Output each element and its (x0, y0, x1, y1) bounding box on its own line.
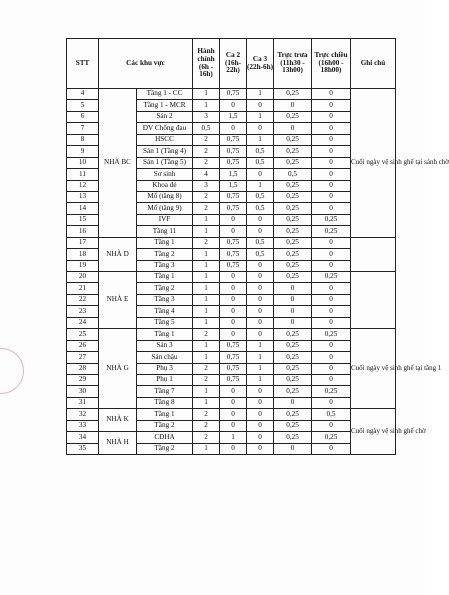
value-admin-hours: 1 (193, 260, 220, 271)
area-name: Sản chậu (137, 352, 193, 363)
value-admin-hours: 2 (193, 374, 220, 385)
table-body (67, 89, 449, 455)
table-row (67, 237, 396, 248)
value-admin-hours: 1 (193, 443, 220, 454)
value-afternoon-duty: 0 (312, 146, 351, 157)
row-number: 12 (67, 180, 99, 191)
value-shift-3: 0 (247, 283, 274, 294)
row-number: 10 (67, 157, 99, 168)
value-shift-2: 0,75 (220, 352, 247, 363)
header-note: Ghi chú (351, 39, 396, 89)
value-afternoon-duty: 0 (312, 363, 351, 374)
value-noon-duty: 0,25 (274, 146, 312, 157)
red-stamp-fragment (0, 348, 24, 394)
row-number: 30 (67, 386, 99, 397)
value-shift-3: 0 (247, 420, 274, 431)
row-number: 32 (67, 409, 99, 420)
value-afternoon-duty: 0,25 (312, 432, 351, 443)
value-noon-duty: 0,25 (274, 340, 312, 351)
value-shift-3: 1 (247, 352, 274, 363)
area-name: ĐV Chống đau (137, 123, 193, 134)
value-shift-3: 1 (247, 340, 274, 351)
value-shift-2: 1 (220, 432, 247, 443)
area-name: Tầng 1 (137, 237, 193, 248)
value-noon-duty: 0,25 (274, 352, 312, 363)
value-afternoon-duty: 0 (312, 191, 351, 202)
header-noon-duty: Trực trưa (11h30 - 13h00) (274, 39, 312, 89)
value-shift-3: 0 (247, 214, 274, 225)
value-shift-3: 0 (247, 169, 274, 180)
value-afternoon-duty: 0 (312, 374, 351, 385)
value-noon-duty: 0,25 (274, 409, 312, 420)
area-name: Tầng 2 (137, 443, 193, 454)
value-admin-hours: 1 (193, 397, 220, 408)
building-name: NHÀ E (99, 272, 137, 329)
value-admin-hours: 2 (193, 420, 220, 431)
header-row (67, 39, 396, 89)
value-admin-hours: 1 (193, 226, 220, 237)
table-row (67, 89, 396, 100)
value-admin-hours: 1 (193, 283, 220, 294)
row-number: 22 (67, 294, 99, 305)
value-afternoon-duty: 0 (312, 123, 351, 134)
value-shift-2: 0 (220, 409, 247, 420)
row-number: 4 (67, 89, 99, 100)
row-number: 6 (67, 111, 99, 122)
value-shift-3: 0 (247, 100, 274, 111)
value-shift-2: 0,75 (220, 203, 247, 214)
value-shift-3: 1 (247, 111, 274, 122)
value-admin-hours: 1 (193, 306, 220, 317)
value-noon-duty: 0,25 (274, 111, 312, 122)
value-afternoon-duty: 0 (312, 340, 351, 351)
value-shift-2: 0,75 (220, 146, 247, 157)
row-number: 28 (67, 363, 99, 374)
value-shift-2: 1,5 (220, 111, 247, 122)
value-afternoon-duty: 0,25 (312, 329, 351, 340)
value-shift-2: 0 (220, 306, 247, 317)
building-name: NHÀ D (99, 237, 137, 271)
area-name: Tầng 3 (137, 294, 193, 305)
value-noon-duty: 0,25 (274, 203, 312, 214)
area-name: IVF (137, 214, 193, 225)
value-afternoon-duty: 0 (312, 134, 351, 145)
value-noon-duty: 0,25 (274, 329, 312, 340)
value-shift-2: 0 (220, 443, 247, 454)
note-cell: Cuối ngày vệ sinh ghế chờ (351, 409, 396, 455)
value-admin-hours: 1 (193, 100, 220, 111)
value-afternoon-duty: 0,25 (312, 226, 351, 237)
value-shift-2: 0 (220, 123, 247, 134)
value-afternoon-duty: 0,25 (312, 272, 351, 283)
row-number: 34 (67, 432, 99, 443)
value-noon-duty: 0,25 (274, 226, 312, 237)
value-shift-2: 0,75 (220, 191, 247, 202)
value-shift-3: 0 (247, 432, 274, 443)
value-shift-2: 0,75 (220, 363, 247, 374)
value-shift-3: 0 (247, 409, 274, 420)
table-row (67, 329, 396, 340)
value-shift-3: 0 (247, 306, 274, 317)
row-number: 27 (67, 352, 99, 363)
area-name: Tầng 1 (137, 329, 193, 340)
value-admin-hours: 1 (193, 214, 220, 225)
value-afternoon-duty: 0 (312, 237, 351, 248)
area-name: Tầng 2 (137, 420, 193, 431)
value-noon-duty: 0 (274, 317, 312, 328)
building-name: NHÀ K (99, 409, 137, 432)
value-noon-duty: 0 (274, 306, 312, 317)
value-shift-3: 0 (247, 317, 274, 328)
area-name: Mổ (tầng 8) (137, 191, 193, 202)
value-shift-3: 0,5 (247, 157, 274, 168)
row-number: 19 (67, 260, 99, 271)
value-afternoon-duty: 0 (312, 100, 351, 111)
value-afternoon-duty: 0 (312, 260, 351, 271)
value-noon-duty: 0,25 (274, 180, 312, 191)
value-noon-duty: 0,25 (274, 214, 312, 225)
value-admin-hours: 2 (193, 157, 220, 168)
value-shift-2: 0,75 (220, 237, 247, 248)
row-number: 17 (67, 237, 99, 248)
value-noon-duty: 0,25 (274, 386, 312, 397)
area-name: Sản 3 (137, 340, 193, 351)
value-afternoon-duty: 0 (312, 169, 351, 180)
area-name: HSCC (137, 134, 193, 145)
area-name: Tầng 5 (137, 317, 193, 328)
value-afternoon-duty: 0,25 (312, 386, 351, 397)
value-shift-3: 1 (247, 374, 274, 385)
table-row (67, 272, 396, 283)
row-number: 26 (67, 340, 99, 351)
header-area: Các khu vực (99, 39, 193, 89)
area-name: Tầng 1 - CC (137, 89, 193, 100)
value-shift-3: 1 (247, 180, 274, 191)
value-shift-3: 0 (247, 272, 274, 283)
value-noon-duty: 0,25 (274, 272, 312, 283)
value-noon-duty: 0 (274, 443, 312, 454)
area-name: Tầng 2 (137, 249, 193, 260)
row-number: 7 (67, 123, 99, 134)
value-shift-2: 0 (220, 329, 247, 340)
value-noon-duty: 0,25 (274, 363, 312, 374)
area-name: Sơ sinh (137, 169, 193, 180)
value-noon-duty: 0,25 (274, 249, 312, 260)
value-admin-hours: 1 (193, 249, 220, 260)
building-name: NHÀ BC (99, 89, 137, 238)
value-afternoon-duty: 0 (312, 249, 351, 260)
row-number: 9 (67, 146, 99, 157)
value-shift-2: 0 (220, 294, 247, 305)
value-shift-3: 1 (247, 363, 274, 374)
row-number: 31 (67, 397, 99, 408)
value-admin-hours: 1 (193, 317, 220, 328)
building-name: NHÀ H (99, 432, 137, 455)
value-shift-2: 0 (220, 226, 247, 237)
value-shift-3: 0,5 (247, 146, 274, 157)
value-admin-hours: 2 (193, 432, 220, 443)
value-admin-hours: 1 (193, 294, 220, 305)
value-shift-2: 0,75 (220, 89, 247, 100)
value-noon-duty: 0,5 (274, 169, 312, 180)
row-number: 16 (67, 226, 99, 237)
area-name: Tầng 1 (137, 272, 193, 283)
value-afternoon-duty: 0 (312, 283, 351, 294)
value-noon-duty: 0,25 (274, 260, 312, 271)
value-afternoon-duty: 0 (312, 443, 351, 454)
row-number: 20 (67, 272, 99, 283)
value-shift-2: 0,75 (220, 134, 247, 145)
area-name: Khoa đẻ (137, 180, 193, 191)
area-name: Tầng 8 (137, 397, 193, 408)
value-admin-hours: 3 (193, 111, 220, 122)
area-name: CĐHA (137, 432, 193, 443)
value-afternoon-duty: 0 (312, 111, 351, 122)
value-afternoon-duty: 0 (312, 89, 351, 100)
area-name: Tầng 2 (137, 283, 193, 294)
row-number: 24 (67, 317, 99, 328)
value-afternoon-duty: 0,5 (312, 409, 351, 420)
value-noon-duty: 0 (274, 397, 312, 408)
value-admin-hours: 2 (193, 134, 220, 145)
header-admin-hours: Hành chính (6h - 16h) (193, 39, 220, 89)
note-cell: Cuối ngày vệ sinh ghế tại tầng 1 (351, 329, 396, 409)
value-admin-hours: 2 (193, 191, 220, 202)
value-afternoon-duty: 0,25 (312, 214, 351, 225)
area-name: Phụ 1 (137, 374, 193, 385)
value-admin-hours: 2 (193, 237, 220, 248)
area-name: Sản 2 (137, 111, 193, 122)
value-shift-3: 0 (247, 329, 274, 340)
value-shift-2: 0,75 (220, 260, 247, 271)
value-shift-2: 0 (220, 317, 247, 328)
value-shift-2: 0 (220, 283, 247, 294)
value-admin-hours: 3 (193, 180, 220, 191)
value-admin-hours: 1 (193, 89, 220, 100)
value-shift-2: 1,5 (220, 180, 247, 191)
value-shift-3: 0,5 (247, 249, 274, 260)
row-number: 25 (67, 329, 99, 340)
value-afternoon-duty: 0 (312, 180, 351, 191)
value-shift-3: 0 (247, 443, 274, 454)
area-name: Tầng 11 (137, 226, 193, 237)
table-row (67, 409, 396, 420)
value-shift-2: 0,75 (220, 157, 247, 168)
value-shift-2: 0 (220, 397, 247, 408)
building-name: NHÀ G (99, 329, 137, 409)
value-admin-hours: 4 (193, 169, 220, 180)
value-noon-duty: 0 (274, 294, 312, 305)
value-shift-3: 1 (247, 89, 274, 100)
row-number: 15 (67, 214, 99, 225)
row-number: 11 (67, 169, 99, 180)
value-afternoon-duty: 0 (312, 157, 351, 168)
value-admin-hours: 1 (193, 340, 220, 351)
value-admin-hours: 2 (193, 146, 220, 157)
row-number: 8 (67, 134, 99, 145)
area-name: Tầng 3 (137, 260, 193, 271)
value-admin-hours: 1 (193, 386, 220, 397)
value-noon-duty: 0,25 (274, 157, 312, 168)
area-name: Tầng 1 (137, 409, 193, 420)
row-number: 29 (67, 374, 99, 385)
value-noon-duty: 0 (274, 100, 312, 111)
header-shift-3: Ca 3 (22h-6h) (247, 39, 274, 89)
value-noon-duty: 0 (274, 123, 312, 134)
value-afternoon-duty: 0 (312, 420, 351, 431)
value-shift-3: 0 (247, 397, 274, 408)
row-number: 5 (67, 100, 99, 111)
value-afternoon-duty: 0 (312, 294, 351, 305)
value-noon-duty: 0 (274, 283, 312, 294)
value-noon-duty: 0,25 (274, 374, 312, 385)
cleaning-schedule-table (66, 38, 449, 455)
note-cell: Cuối ngày vệ sinh ghế tại sảnh chờ (351, 89, 396, 238)
row-number: 23 (67, 306, 99, 317)
value-noon-duty: 0,25 (274, 191, 312, 202)
value-shift-3: 1 (247, 134, 274, 145)
value-shift-3: 0 (247, 260, 274, 271)
row-number: 13 (67, 191, 99, 202)
value-shift-3: 0,5 (247, 237, 274, 248)
area-name: Sản 1 (Tầng 4) (137, 146, 193, 157)
value-shift-3: 0,5 (247, 203, 274, 214)
header-afternoon-duty: Trực chiều (16h00 - 18h00) (312, 39, 351, 89)
header-stt: STT (67, 39, 99, 89)
value-shift-2: 0 (220, 386, 247, 397)
row-number: 21 (67, 283, 99, 294)
note-cell (351, 272, 396, 329)
value-afternoon-duty: 0 (312, 352, 351, 363)
area-name: Tầng 1 - MCR (137, 100, 193, 111)
row-number: 35 (67, 443, 99, 454)
value-admin-hours: 2 (193, 329, 220, 340)
value-afternoon-duty: 0 (312, 397, 351, 408)
area-name: Tầng 7 (137, 386, 193, 397)
value-shift-3: 0,5 (247, 191, 274, 202)
value-admin-hours: 0,5 (193, 123, 220, 134)
value-shift-2: 0,75 (220, 374, 247, 385)
table-row (67, 432, 396, 443)
area-name: Mổ (tầng 9) (137, 203, 193, 214)
value-shift-2: 0 (220, 420, 247, 431)
value-admin-hours: 2 (193, 363, 220, 374)
row-number: 18 (67, 249, 99, 260)
area-name: Sản 1 (Tầng 5) (137, 157, 193, 168)
value-shift-3: 0 (247, 386, 274, 397)
value-shift-2: 1,5 (220, 169, 247, 180)
value-shift-2: 0 (220, 272, 247, 283)
area-name: Phụ 3 (137, 363, 193, 374)
note-cell (351, 237, 396, 271)
value-noon-duty: 0,25 (274, 420, 312, 431)
row-number: 33 (67, 420, 99, 431)
value-shift-2: 0 (220, 214, 247, 225)
value-afternoon-duty: 0 (312, 203, 351, 214)
value-admin-hours: 2 (193, 409, 220, 420)
value-afternoon-duty: 0 (312, 306, 351, 317)
value-admin-hours: 1 (193, 272, 220, 283)
header-shift-2: Ca 2 (16h-22h) (220, 39, 247, 89)
row-number: 14 (67, 203, 99, 214)
value-afternoon-duty: 0 (312, 317, 351, 328)
value-admin-hours: 2 (193, 203, 220, 214)
value-shift-3: 0 (247, 123, 274, 134)
value-shift-3: 0 (247, 294, 274, 305)
value-shift-2: 0,75 (220, 340, 247, 351)
value-admin-hours: 1 (193, 352, 220, 363)
value-shift-2: 0 (220, 100, 247, 111)
value-noon-duty: 0,25 (274, 237, 312, 248)
value-shift-3: 0 (247, 226, 274, 237)
value-noon-duty: 0,25 (274, 432, 312, 443)
value-noon-duty: 0,25 (274, 89, 312, 100)
value-noon-duty: 0,25 (274, 134, 312, 145)
value-shift-2: 0,75 (220, 249, 247, 260)
area-name: Tầng 4 (137, 306, 193, 317)
